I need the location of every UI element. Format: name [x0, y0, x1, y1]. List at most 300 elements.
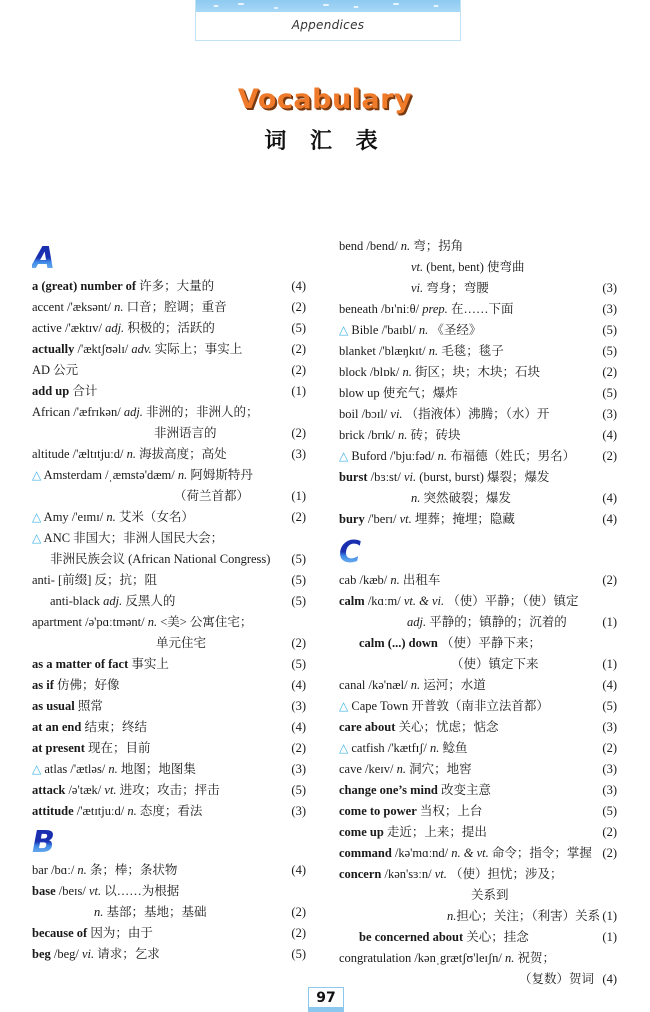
definition: /'ætɪtjuːd/ — [73, 804, 128, 818]
unit-number: (5) — [291, 552, 306, 566]
entry-text — [407, 612, 567, 632]
definition: boil /bɔɪl/ — [339, 407, 391, 421]
part-of-speech: vt. & vi. — [403, 594, 445, 608]
entry-text — [339, 864, 563, 884]
definition: block /blɒk/ — [339, 365, 403, 379]
definition: canal /kə'næl/ — [339, 678, 411, 692]
entry-text — [339, 362, 540, 382]
unit-number: (4) — [602, 678, 617, 692]
unit-number: (2) — [602, 741, 617, 755]
page-number-text: 97 — [316, 990, 336, 1006]
headword: as if — [32, 678, 54, 692]
part-of-speech: n. — [106, 510, 116, 524]
entry-text — [32, 860, 177, 880]
definition: cave /keɪv/ — [339, 762, 397, 776]
vocab-entry — [339, 446, 617, 466]
vocab-entry — [32, 507, 306, 527]
headword: calm (...) down — [359, 636, 438, 650]
unit-number: (2) — [602, 825, 617, 839]
definition: 出租车 — [399, 573, 441, 587]
entry-text — [32, 923, 153, 943]
unit-number: (5) — [602, 699, 617, 713]
entry-text — [339, 759, 472, 779]
vocab-entry — [339, 654, 617, 674]
page-title-english: Vocabulary — [237, 84, 413, 115]
entry-text — [32, 780, 220, 800]
definition: 突然破裂；爆发 — [420, 491, 512, 505]
unit-number: (4) — [602, 491, 617, 505]
definition: beneath /bɪ'niːθ/ — [339, 302, 423, 316]
definition: 命令；指令；掌握 — [488, 846, 592, 860]
vocab-entry — [32, 717, 306, 737]
definition: 请求；乞求 — [94, 947, 160, 961]
vocab-entry — [32, 675, 306, 695]
unit-number: (2) — [291, 741, 306, 755]
part-of-speech: n. — [437, 449, 448, 463]
vocab-entry — [339, 717, 617, 737]
headword: come to power — [339, 804, 417, 818]
part-of-speech: n. — [402, 365, 412, 379]
entry-text — [411, 488, 511, 508]
definition: 实际上；事实上 — [151, 342, 243, 356]
vocab-entry — [339, 927, 617, 947]
unit-number: (2) — [291, 905, 306, 919]
part-of-speech: n. — [77, 863, 87, 877]
vocab-entry — [32, 381, 306, 401]
definition: /kɑːm/ — [364, 594, 404, 608]
definition: AD 公元 — [32, 363, 79, 377]
part-of-speech: adj. — [103, 594, 123, 608]
definition: Cape Town 开普敦（南非立法首都） — [348, 699, 549, 713]
part-of-speech: vi. — [390, 407, 403, 421]
part-of-speech: n. — [396, 762, 406, 776]
entry-text — [154, 423, 217, 443]
unit-number: (5) — [291, 594, 306, 608]
headword: add up — [32, 384, 70, 398]
part-of-speech: adj. — [105, 321, 125, 335]
headword: actually — [32, 342, 75, 356]
unit-number: (5) — [602, 804, 617, 818]
definition: Amy /'eɪmɪ/ — [41, 510, 107, 524]
definition: (bent, bent) 使弯曲 — [423, 260, 525, 274]
definition: 基部；基地；基础 — [103, 905, 207, 919]
running-header — [195, 0, 461, 41]
vocab-entry — [32, 465, 306, 485]
definition: /'æktʃʊəlɪ/ — [74, 342, 132, 356]
definition: 在……下面 — [447, 302, 514, 316]
vocab-entry — [32, 402, 306, 422]
part-of-speech: n. — [177, 468, 188, 482]
definition: /beg/ — [50, 947, 82, 961]
entry-text — [174, 486, 249, 506]
vocab-entry — [32, 339, 306, 359]
vocab-entry — [339, 885, 617, 905]
entry-text — [471, 885, 509, 905]
definition: /kən'sɜːn/ — [381, 867, 435, 881]
part-of-speech: n. — [147, 615, 158, 629]
definition: active /'æktɪv/ — [32, 321, 106, 335]
part-of-speech: adj. — [123, 405, 143, 419]
unit-number: (3) — [602, 783, 617, 797]
unit-number: (4) — [291, 863, 306, 877]
vocab-entry — [339, 236, 617, 256]
unit-number: (2) — [291, 426, 306, 440]
entry-text — [359, 633, 541, 653]
vocab-entry — [32, 801, 306, 821]
vocab-entry — [339, 320, 617, 340]
entry-text — [339, 738, 468, 758]
triangle-icon: △ — [339, 323, 349, 337]
definition: 口音；腔调；重音 — [123, 300, 227, 314]
vocab-entry — [339, 341, 617, 361]
part-of-speech: n. — [447, 909, 457, 923]
definition: anti-black — [50, 594, 104, 608]
definition: 街区；块；木块；石块 — [411, 365, 540, 379]
part-of-speech: vi. — [82, 947, 95, 961]
part-of-speech: n. — [411, 491, 421, 505]
vocab-entry — [32, 570, 306, 590]
entry-text — [32, 318, 215, 338]
definition: 进攻；攻击；抨击 — [116, 783, 220, 797]
entry-text — [451, 654, 539, 674]
headword: bury — [339, 512, 365, 526]
unit-number: (3) — [602, 720, 617, 734]
unit-number: (5) — [291, 657, 306, 671]
headword: change one’s mind — [339, 783, 438, 797]
unit-number: (5) — [602, 386, 617, 400]
unit-number: (2) — [291, 510, 306, 524]
unit-number: (2) — [291, 926, 306, 940]
headword: beg — [32, 947, 51, 961]
unit-number: (3) — [291, 699, 306, 713]
part-of-speech: vt. — [411, 260, 424, 274]
vocab-entry — [32, 276, 306, 296]
definition: 仿佛；好像 — [53, 678, 120, 692]
definition: anti- [前缀] 反；抗；阻 — [32, 573, 157, 587]
part-of-speech: n. — [410, 678, 421, 692]
entry-text — [32, 297, 227, 317]
triangle-icon: △ — [339, 449, 349, 463]
entry-text — [32, 944, 160, 964]
vocab-entry — [339, 612, 617, 632]
unit-number: (3) — [602, 762, 617, 776]
entry-text — [32, 339, 242, 359]
triangle-icon: △ — [339, 699, 349, 713]
entry-text — [339, 675, 486, 695]
entry-text — [32, 654, 169, 674]
vocab-entry — [339, 759, 617, 779]
entry-text — [32, 675, 120, 695]
part-of-speech: vi. — [404, 470, 417, 484]
vocab-entry — [339, 906, 617, 926]
triangle-icon: △ — [32, 531, 42, 545]
definition: <美> 公寓住宅； — [157, 615, 253, 629]
part-of-speech: vi. — [411, 281, 424, 295]
headword: attack — [32, 783, 66, 797]
definition: （使）平静下来； — [437, 636, 541, 650]
definition: Bible /'baɪbl/ — [348, 323, 419, 337]
definition: blanket /'blæŋkɪt/ — [339, 344, 429, 358]
vocab-entry — [32, 486, 306, 506]
definition: atlas /'ætləs/ — [41, 762, 109, 776]
vocab-entry — [339, 425, 617, 445]
definition: 艾米（女名） — [115, 510, 194, 524]
part-of-speech: n. — [126, 447, 136, 461]
triangle-icon: △ — [339, 741, 349, 755]
entry-text — [32, 801, 202, 821]
definition: /bɜːst/ — [367, 470, 404, 484]
unit-number: (3) — [602, 302, 617, 316]
definition: 洞穴；地窖 — [406, 762, 472, 776]
unit-number: (5) — [291, 573, 306, 587]
definition: /'berɪ/ — [364, 512, 400, 526]
entry-text — [339, 717, 499, 737]
vocab-entry — [32, 944, 306, 964]
entry-text — [339, 425, 461, 445]
unit-number: (3) — [291, 447, 306, 461]
headword: come up — [339, 825, 384, 839]
vocab-entry — [339, 299, 617, 319]
vocab-entry — [32, 759, 306, 779]
part-of-speech: vt. — [434, 867, 447, 881]
unit-number: (1) — [602, 930, 617, 944]
unit-number: (3) — [291, 762, 306, 776]
definition: 事实上 — [128, 657, 169, 671]
entry-text — [32, 360, 78, 380]
entry-text — [519, 969, 594, 989]
vocab-entry — [32, 444, 306, 464]
entry-text — [32, 612, 252, 632]
vocab-entry — [339, 822, 617, 842]
page-number-bar — [309, 1007, 343, 1012]
vocab-entry — [32, 423, 306, 443]
headword: at present — [32, 741, 85, 755]
definition: 埋葬；掩埋；隐藏 — [411, 512, 515, 526]
headword: burst — [339, 470, 368, 484]
part-of-speech: vt. — [399, 512, 412, 526]
definition: （荷兰首都） — [174, 489, 250, 503]
entry-text — [50, 591, 175, 611]
definition: 结束；终结 — [81, 720, 147, 734]
definition: cab /kæb/ — [339, 573, 391, 587]
definition: 走近；上来；提出 — [383, 825, 487, 839]
entry-text — [339, 446, 575, 466]
definition: 地图；地图集 — [117, 762, 196, 776]
unit-number: (1) — [291, 384, 306, 398]
unit-number: (4) — [602, 512, 617, 526]
definition: Buford /'bjuːfəd/ — [348, 449, 438, 463]
triangle-icon: △ — [32, 468, 42, 482]
definition: /kə'mɑːnd/ — [391, 846, 452, 860]
vocab-entry — [339, 801, 617, 821]
definition: 鲶鱼 — [439, 741, 468, 755]
part-of-speech: n. — [428, 344, 439, 358]
definition: 平静的；镇静的；沉着的 — [426, 615, 567, 629]
entry-text — [339, 320, 481, 340]
entry-text — [32, 465, 253, 485]
vocab-entry — [339, 383, 617, 403]
entry-text — [411, 257, 525, 277]
unit-number: (2) — [602, 449, 617, 463]
headword: command — [339, 846, 392, 860]
entry-text — [32, 276, 214, 296]
definition: （使）镇定下来 — [451, 657, 539, 671]
part-of-speech: n. — [430, 741, 440, 755]
headword: calm — [339, 594, 365, 608]
definition: （指液体）沸腾；（水）开 — [402, 407, 550, 421]
vocab-entry — [339, 509, 617, 529]
part-of-speech: n. — [108, 762, 118, 776]
headword: concern — [339, 867, 382, 881]
vocab-entry — [32, 360, 306, 380]
definition: 弯；拐角 — [410, 239, 464, 253]
headword: a (great) number of — [32, 279, 137, 293]
vocab-entry — [32, 860, 306, 880]
entry-text — [32, 402, 259, 422]
vocab-entry — [32, 780, 306, 800]
part-of-speech: n. & vt. — [451, 846, 489, 860]
part-of-speech: vt. — [104, 783, 117, 797]
unit-number: (1) — [602, 909, 617, 923]
unit-number: (4) — [291, 720, 306, 734]
definition: 关心；忧虑；惦念 — [395, 720, 499, 734]
entry-text — [339, 404, 549, 424]
definition: 非洲的；非洲人的； — [142, 405, 259, 419]
definition: 弯身；弯腰 — [423, 281, 489, 295]
vocab-entry — [339, 570, 617, 590]
entry-text — [32, 696, 103, 716]
vocab-entry — [339, 864, 617, 884]
entry-text — [339, 696, 549, 716]
part-of-speech: n. — [114, 300, 124, 314]
definition: 当权；上台 — [416, 804, 483, 818]
definition: bend /bend/ — [339, 239, 401, 253]
part-of-speech: n. — [390, 573, 400, 587]
definition: （使）担忧；涉及； — [446, 867, 563, 881]
entry-text — [411, 278, 489, 298]
vocab-entry — [32, 549, 306, 569]
vocab-entry — [32, 738, 306, 758]
headword: as a matter of fact — [32, 657, 129, 671]
unit-number: (5) — [602, 344, 617, 358]
unit-number: (5) — [291, 321, 306, 335]
entry-text — [359, 927, 529, 947]
entry-text — [339, 341, 504, 361]
definition: brick /brɪk/ — [339, 428, 399, 442]
definition: blow up 使充气；爆炸 — [339, 386, 458, 400]
entry-text — [32, 381, 97, 401]
definition: 积极的；活跃的 — [124, 321, 215, 335]
unit-number: (5) — [291, 783, 306, 797]
entry-text — [32, 507, 194, 527]
triangle-icon: △ — [32, 510, 42, 524]
unit-number: (3) — [602, 281, 617, 295]
unit-number: (5) — [291, 947, 306, 961]
definition: Amsterdam /ˌæmstə'dæm/ — [41, 468, 178, 482]
entry-text — [94, 902, 207, 922]
definition: 海拔高度；高处 — [136, 447, 227, 461]
definition: （使）平静；（使）镇定 — [444, 594, 579, 608]
entry-text — [32, 881, 179, 901]
part-of-speech: adj. — [407, 615, 427, 629]
entry-text — [32, 717, 147, 737]
entry-text — [32, 528, 223, 548]
entry-text — [339, 591, 579, 611]
entry-text — [339, 299, 513, 319]
vocab-entry — [339, 843, 617, 863]
definition: 关系到 — [471, 888, 509, 902]
unit-number: (2) — [291, 636, 306, 650]
unit-number: (2) — [291, 363, 306, 377]
unit-number: (4) — [602, 972, 617, 986]
entry-text — [32, 570, 157, 590]
definition: 条；棒；条状物 — [86, 863, 178, 877]
definition: 砖；砖块 — [407, 428, 461, 442]
part-of-speech: n. — [127, 804, 137, 818]
entry-text — [339, 236, 463, 256]
unit-number: (1) — [291, 489, 306, 503]
unit-number: (2) — [602, 846, 617, 860]
definition: 毛毯；毯子 — [438, 344, 504, 358]
definition: 关心；挂念 — [463, 930, 529, 944]
vocab-entry — [339, 467, 617, 487]
definition: catfish /'kætfɪʃ/ — [348, 741, 430, 755]
entry-text — [339, 948, 555, 968]
definition: （复数）贺词 — [519, 972, 595, 986]
entry-text — [339, 509, 515, 529]
vocab-entry — [32, 923, 306, 943]
headword: base — [32, 884, 56, 898]
definition: /beɪs/ — [55, 884, 89, 898]
definition: (burst, burst) 爆裂；爆发 — [416, 470, 550, 484]
vocab-entry — [32, 654, 306, 674]
definition: 合计 — [69, 384, 98, 398]
definition: 《圣经》 — [428, 323, 482, 337]
definition: 祝贺； — [514, 951, 556, 965]
definition: ANC 非国大；非洲人国民大会； — [41, 531, 224, 545]
definition: 布福德（姓氏；男名） — [447, 449, 576, 463]
section-letter-b: B — [32, 825, 55, 860]
vocab-entry — [339, 488, 617, 508]
vocab-entry — [339, 969, 617, 989]
unit-number: (3) — [291, 804, 306, 818]
definition: accent /'æksənt/ — [32, 300, 115, 314]
headword: care about — [339, 720, 396, 734]
vocab-entry — [339, 675, 617, 695]
vocab-entry — [339, 738, 617, 758]
section-label: Appendices — [291, 18, 365, 32]
section-letter-a: A — [32, 241, 56, 276]
headword: at an end — [32, 720, 82, 734]
page-title-chinese: 词 汇 表 — [264, 128, 386, 154]
vocab-entry — [32, 297, 306, 317]
definition: African /'æfrɪkən/ — [32, 405, 124, 419]
definition: congratulation /kənˌgrætʃʊ'leɪʃn/ — [339, 951, 506, 965]
definition: 以……为根据 — [101, 884, 180, 898]
entry-text — [339, 801, 482, 821]
part-of-speech: n. — [418, 323, 429, 337]
unit-number: (5) — [602, 323, 617, 337]
part-of-speech: adv. — [131, 342, 152, 356]
entry-text — [32, 444, 227, 464]
entry-text — [339, 780, 491, 800]
vocab-entry — [339, 591, 617, 611]
unit-number: (2) — [291, 300, 306, 314]
definition: 反黑人的 — [122, 594, 176, 608]
page-number — [308, 987, 344, 1012]
definition: bar /bɑː/ — [32, 863, 78, 877]
definition: altitude /'æltɪtjuːd/ — [32, 447, 127, 461]
